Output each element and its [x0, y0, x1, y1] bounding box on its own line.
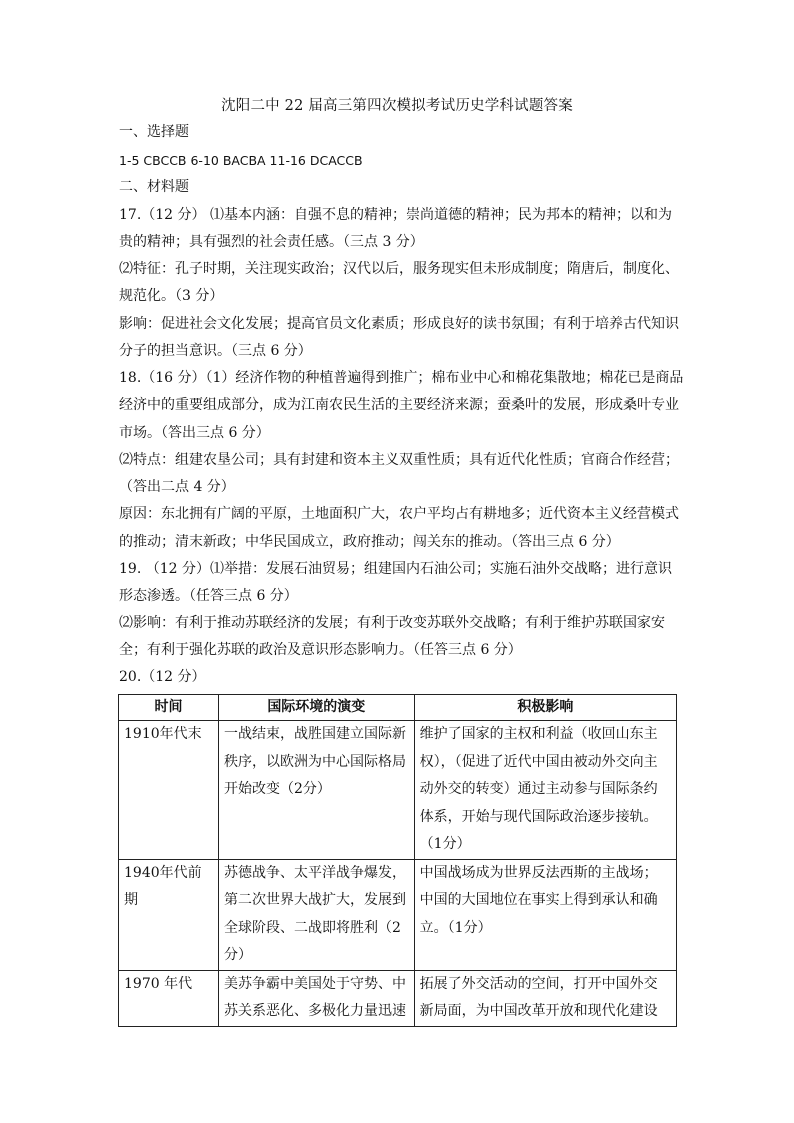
page-title: 沈阳二中 22 届高三第四次模拟考试历史学科试题答案: [221, 98, 573, 114]
answer-line: ⑵特点：组建农垦公司；具有封建和资本主义双重性质；具有近代化性质；官商合作经营；: [119, 452, 679, 468]
answer-line: 规范化。（3 分）: [119, 288, 224, 304]
cell-text-line: 维护了国家的主权和利益（收回山东主: [419, 726, 658, 742]
table-cell-time: 1970 年代: [119, 970, 219, 1026]
table-header-time: 时间: [119, 695, 219, 721]
answer-line: 19. （12 分）⑴举措：发展石油贸易；组建国内石油公司；实施石油外交战略；进行意识: [119, 561, 672, 577]
cell-text-line: 立。（1分）: [419, 919, 492, 936]
cell-text-line: 美苏争霸中美国处于守势、中: [223, 975, 406, 992]
table-cell-impact: [414, 859, 676, 970]
cell-text-line: 一战结束，战胜国建立国际新: [223, 726, 406, 742]
cell-text-line: 分）: [223, 947, 252, 963]
table-row: [119, 970, 677, 1026]
answer-line: 20.（12 分）: [119, 669, 206, 685]
cell-text-line: 权），（促进了近代中国由被动外交向主: [419, 753, 658, 770]
cell-text-line: 拓展了外交活动的空间，打开中国外交: [419, 975, 658, 992]
cell-text-line: 全球阶段、二战即将胜利（2: [223, 919, 401, 936]
table-cell-time: 1910年代末: [119, 721, 219, 860]
table-row: [119, 721, 677, 860]
table-cell-environment: [218, 970, 414, 1026]
cell-text-line: 动外交的转变）通过主动参与国际条约: [419, 781, 658, 797]
cell-text-line: 开始改变（2分）: [223, 781, 331, 797]
answer-line: 市场。（答出三点 6 分）: [119, 425, 270, 441]
answer-line: 的推动；清末新政；中华民国成立，政府推动；闯关东的推动。（答出三点 6 分）: [119, 534, 620, 550]
answer-line: 影响：促进社会文化发展；提高官员文化素质；形成良好的读书氛围；有利于培养古代知识: [119, 316, 679, 332]
answer-line: 分子的担当意识。（三点 6 分）: [119, 343, 312, 359]
answer-line: （答出二点 4 分）: [119, 479, 235, 495]
answer-table: [118, 694, 677, 1027]
answer-line: ⑵影响：有利于推动苏联经济的发展；有利于改变苏联外交战略；有利于维护苏联国家安: [119, 615, 665, 631]
cell-text-line: 中国战场成为世界反法西斯的主战场；: [419, 864, 658, 881]
cell-text-line: 苏关系恶化、多极化力量迅速: [223, 1003, 406, 1019]
answer-line: 形态渗透。（任答三点 6 分）: [119, 588, 298, 604]
cell-text-line: 中国的大国地位在事实上得到承认和确: [419, 892, 658, 908]
answer-line: ⑵特征：孔子时期，关注现实政治；汉代以后，服务现实但未形成制度；隋唐后，制度化、: [119, 261, 679, 277]
cell-text-line: （1分）: [419, 836, 471, 852]
cell-text-line: 第二次世界大战扩大，发展到: [223, 892, 406, 908]
answer-line: 经济中的重要组成部分，成为江南农民生活的主要经济来源；蚕桑叶的发展，形成桑叶专业: [119, 397, 679, 413]
material-heading: 二、材料题: [119, 179, 189, 195]
cell-text-line: 新局面，为中国改革开放和现代化建设: [419, 1003, 658, 1019]
table-cell-environment: [218, 859, 414, 970]
cell-text-line: 体系，开始与现代国际政治逐步接轨。: [419, 808, 658, 825]
answer-line: 17.（12 分） ⑴基本内涵：自强不息的精神；崇尚道德的精神；民为邦本的精神；以和为: [119, 207, 672, 223]
answer-line: 原因：东北拥有广阔的平原，土地面积广大，农户平均占有耕地多；近代资本主义经营模式: [119, 506, 679, 522]
answer-line: 18.（16 分）（1）经济作物的种植普遍得到推广；棉布业中心和棉花集散地；棉花已是商品: [119, 370, 684, 386]
table-row: [119, 859, 677, 970]
choice-heading: 一、选择题: [119, 124, 189, 140]
cell-text-line: 苏德战争、太平洋战争爆发，: [223, 864, 406, 881]
answer-line: 贵的精神；具有强烈的社会责任感。（三点 3 分）: [119, 234, 424, 250]
table-header-impact: 积极影响: [414, 695, 676, 721]
choice-answers: 1-5 CBCCB 6-10 BACBA 11-16 DCACCB: [119, 153, 363, 168]
table-header-row: [119, 695, 677, 721]
table-header-environment: 国际环境的演变: [218, 695, 414, 721]
table-cell-impact: [414, 970, 676, 1026]
table-cell-environment: [218, 721, 414, 860]
table-cell-impact: [414, 721, 676, 860]
answer-line: 全；有利于强化苏联的政治及意识形态影响力。（任答三点 6 分）: [119, 642, 522, 658]
table-cell-time: 1940年代前期: [119, 859, 219, 970]
cell-text-line: 秩序，以欧洲为中心国际格局: [223, 753, 406, 770]
